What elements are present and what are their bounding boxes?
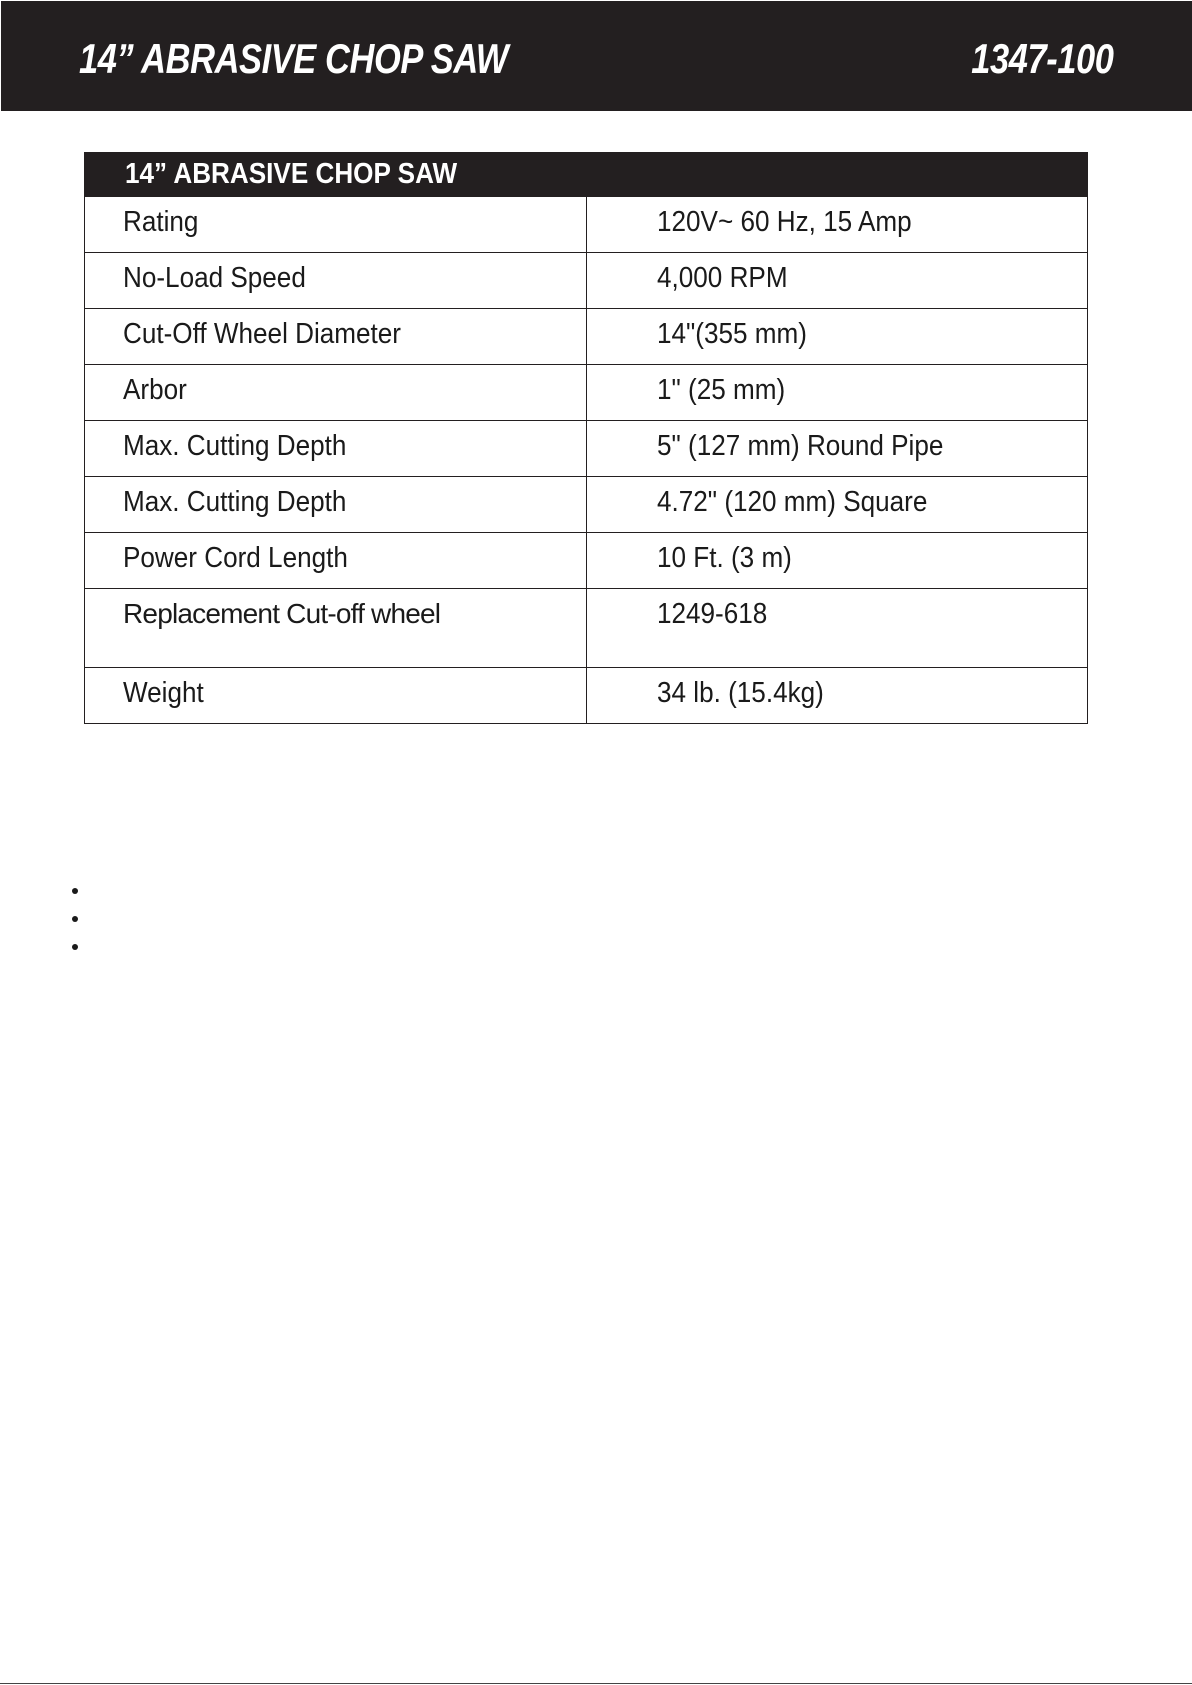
- spec-value-wheel-diameter: 14"(355 mm): [586, 309, 1088, 365]
- spec-label-arbor: Arbor: [85, 365, 587, 421]
- spec-value-rating: 120V~ 60 Hz, 15 Amp: [586, 197, 1088, 253]
- document-title: 14” ABRASIVE CHOP SAW: [79, 35, 508, 82]
- specifications-table: [84, 152, 1088, 724]
- table-row: [85, 477, 1088, 533]
- spec-value-max-depth-square: 4.72" (120 mm) Square: [586, 477, 1088, 533]
- list-item: [70, 880, 90, 908]
- spec-value-cord-length: 10 Ft. (3 m): [586, 533, 1088, 589]
- footer-divider: [0, 1683, 1192, 1684]
- spec-label-wheel-diameter: Cut-Off Wheel Diameter: [85, 309, 587, 365]
- spec-label-no-load-speed: No-Load Speed: [85, 253, 587, 309]
- bullet-list: [70, 880, 90, 964]
- header-bar: [1, 1, 1192, 111]
- table-row: [85, 309, 1088, 365]
- table-row: [85, 197, 1088, 253]
- list-item: [70, 936, 90, 964]
- table-row: [85, 589, 1088, 668]
- spec-value-replacement-wheel: 1249-618: [586, 589, 1088, 668]
- spec-label-weight: Weight: [85, 668, 587, 724]
- spec-label-max-depth-square: Max. Cutting Depth: [85, 477, 587, 533]
- spec-label-max-depth-round: Max. Cutting Depth: [85, 421, 587, 477]
- spec-value-no-load-speed: 4,000 RPM: [586, 253, 1088, 309]
- spec-label-rating: Rating: [85, 197, 587, 253]
- list-item: [70, 908, 90, 936]
- table-row: [85, 253, 1088, 309]
- spec-value-arbor: 1" (25 mm): [586, 365, 1088, 421]
- spec-label-replacement-wheel: Replacement Cut-off wheel: [85, 589, 587, 668]
- table-heading: 14” ABRASIVE CHOP SAW: [85, 153, 1088, 197]
- spec-label-cord-length: Power Cord Length: [85, 533, 587, 589]
- table-row: [85, 533, 1088, 589]
- spec-value-weight: 34 lb. (15.4kg): [586, 668, 1088, 724]
- spec-value-max-depth-round: 5" (127 mm) Round Pipe: [586, 421, 1088, 477]
- model-number: 1347-100: [970, 35, 1113, 82]
- table-row: [85, 668, 1088, 724]
- table-heading-row: [85, 153, 1088, 197]
- table-row: [85, 421, 1088, 477]
- table-row: [85, 365, 1088, 421]
